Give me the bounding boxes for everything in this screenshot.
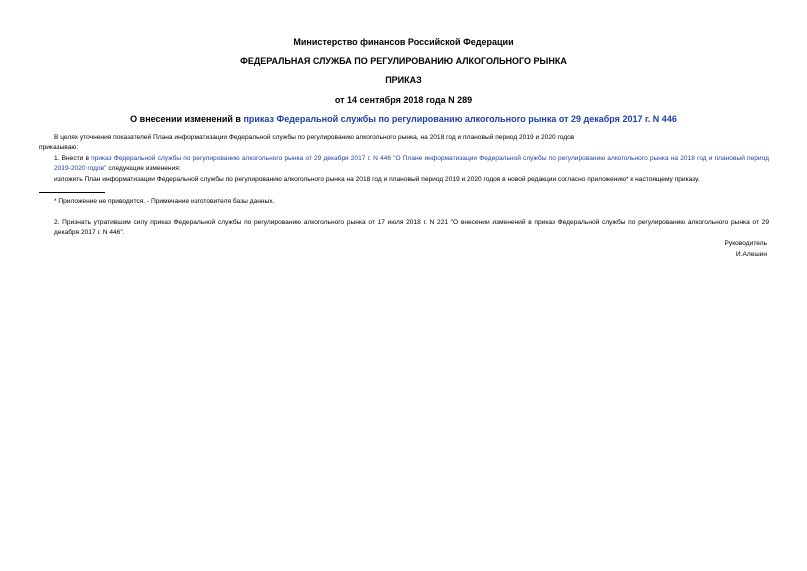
item1-link-plan[interactable]: "О Плане информатизации Федеральной службы по регулированию алкогольного рынка на 2018 год и плановый период 2019-2020 годов" [54,155,769,172]
signature-name: И.Алешин [735,251,767,258]
footnote: * Приложение не приводится. - Примечание изготовителя базы данных. [54,198,275,205]
date-number-heading: от 14 сентября 2018 года N 289 [334,95,473,105]
doc-type-heading: ПРИКАЗ [385,75,422,85]
item1-link-order[interactable]: приказ Федеральной службы по регулированию алкогольного рынка от 29 декабря 2017 г. N 446 [91,155,392,162]
order-word: приказываю: [39,144,79,151]
item1-prefix: 1. Внести в [54,155,92,162]
ministry-heading: Министерство финансов Российской Федерации [293,37,514,47]
preamble-paragraph: В целях уточнения показателей Плана информатизации Федеральной службы по регулированию алкогольного рынка, на 2018 год и плановый период 2019 и 2020 годов [54,134,575,141]
item1-change-paragraph: изложить План информатизации Федеральной службы по регулированию алкогольного рынка на 2018 год и плановый период 2019 и 2020 годов в новой редакции согласно приложению* к настоящему приказу. [54,176,700,183]
item1-suffix: следующие изменения: [106,165,181,172]
footnote-divider [39,192,105,193]
subject-heading [0,114,807,125]
item2-paragraph: 2. Признать утратившим силу приказ Федеральной службы по регулированию алкогольного рынка от 17 июля 2018 г. N 221 "О внесении изменений в приказ Федеральной службы по регулированию алкогольного рынка от 29 декабря 2017 г. N 446". [54,219,769,236]
subject-link[interactable]: приказ Федеральной службы по регулированию алкогольного рынка от 29 декабря 2017 г. N 446 [243,114,677,124]
item1-paragraph [39,154,769,174]
subject-prefix: О внесении изменений в [130,114,244,124]
signature-title: Руководитель [724,240,767,247]
service-heading: ФЕДЕРАЛЬНАЯ СЛУЖБА ПО РЕГУЛИРОВАНИЮ АЛКОГОЛЬНОГО РЫНКА [240,56,567,66]
